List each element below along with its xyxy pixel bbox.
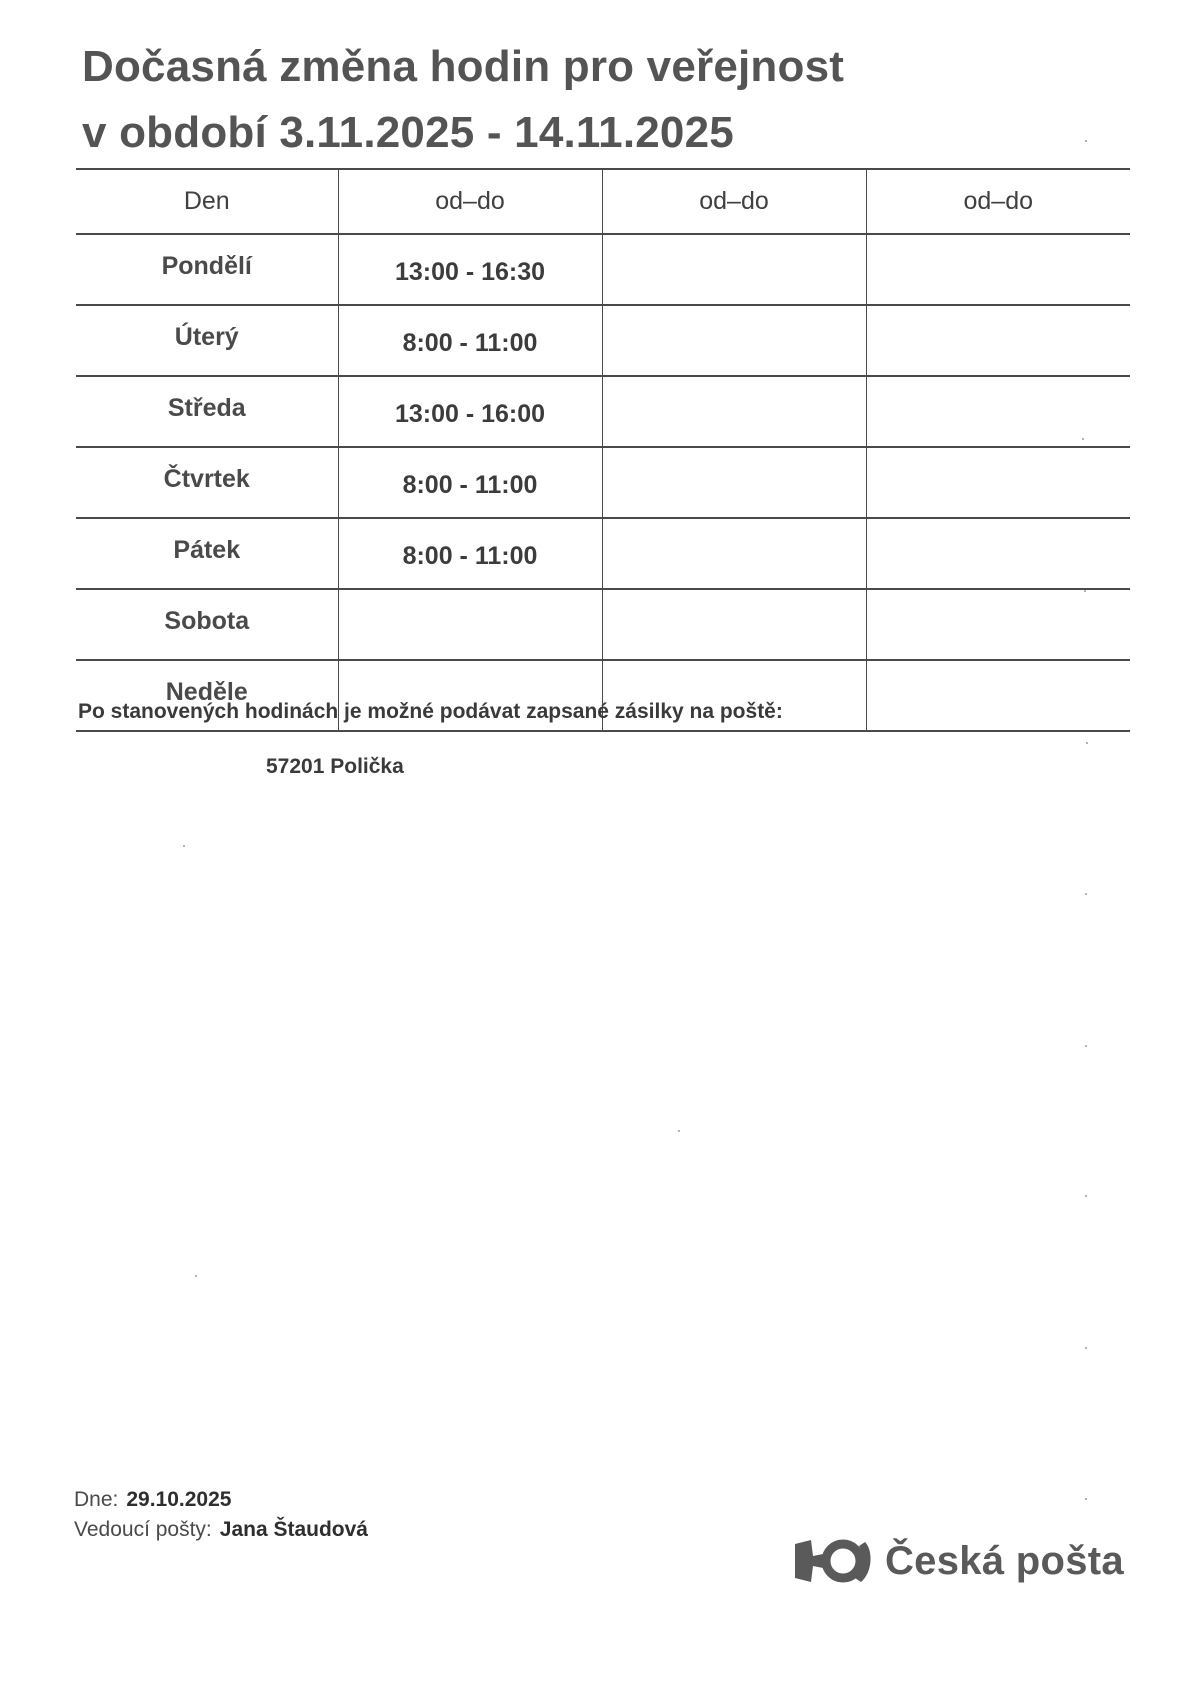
scan-speck: [1082, 438, 1084, 440]
table-row: [76, 447, 1130, 518]
time-cell: [866, 518, 1130, 589]
day-cell: Pátek: [76, 518, 338, 589]
day-cell: Úterý: [76, 305, 338, 376]
date-value: 29.10.2025: [126, 1488, 232, 1511]
time-cell: [602, 234, 866, 305]
time-cell: [866, 305, 1130, 376]
time-cell: [866, 234, 1130, 305]
title-line-1: Dočasná změna hodin pro veřejnost: [82, 42, 845, 91]
time-cell: 8:00 - 11:00: [338, 518, 602, 589]
time-cell: [866, 589, 1130, 660]
table-row: [76, 234, 1130, 305]
scan-speck: [1086, 742, 1088, 744]
day-cell: Pondělí: [76, 234, 338, 305]
header-slot-1: od–do: [338, 169, 602, 234]
manager-value: Jana Štaudová: [219, 1518, 368, 1541]
scan-speck: [1085, 1045, 1087, 1047]
time-cell: 8:00 - 11:00: [338, 447, 602, 518]
scan-speck: [1084, 590, 1086, 592]
time-cell: [338, 589, 602, 660]
day-cell: Neděle: [76, 660, 338, 731]
scan-speck: [678, 1130, 680, 1132]
time-cell: [866, 376, 1130, 447]
table-row: [76, 589, 1130, 660]
table-header-row: [76, 169, 1130, 234]
manager-label: Vedoucí pošty:: [74, 1518, 212, 1541]
scan-speck: [1085, 1347, 1087, 1349]
header-day: Den: [76, 169, 338, 234]
time-cell: 8:00 - 11:00: [338, 305, 602, 376]
title-line-2: v období 3.11.2025 - 14.11.2025: [82, 108, 734, 157]
header-slot-2: od–do: [602, 169, 866, 234]
page-title: [82, 34, 844, 166]
scan-speck: [1085, 1498, 1087, 1500]
issue-date: [74, 1488, 231, 1512]
time-cell: [602, 589, 866, 660]
table-row: [76, 518, 1130, 589]
time-cell: [866, 660, 1130, 731]
day-cell: Sobota: [76, 589, 338, 660]
scan-speck: [1085, 1195, 1087, 1197]
table-row: [76, 376, 1130, 447]
scan-speck: [1085, 893, 1087, 895]
time-cell: [866, 447, 1130, 518]
post-horn-icon: [793, 1536, 875, 1586]
time-cell: [602, 305, 866, 376]
scan-speck: [183, 845, 185, 847]
time-cell: [602, 376, 866, 447]
time-cell: [602, 447, 866, 518]
scan-speck: [1085, 140, 1087, 142]
scan-speck: [195, 1275, 197, 1277]
manager-signature: [74, 1518, 368, 1542]
date-label: Dne:: [74, 1488, 119, 1511]
day-cell: Čtvrtek: [76, 447, 338, 518]
time-cell: 13:00 - 16:00: [338, 376, 602, 447]
post-office-name: 57201 Polička: [266, 755, 404, 778]
logo-text: Česká pošta: [885, 1538, 1124, 1583]
ceska-posta-logo: [793, 1535, 1124, 1587]
header-slot-3: od–do: [866, 169, 1130, 234]
opening-hours-table: [76, 168, 1130, 732]
table-row: [76, 305, 1130, 376]
time-cell: 13:00 - 16:30: [338, 234, 602, 305]
day-cell: Středa: [76, 376, 338, 447]
notice-text: Po stanovených hodinách je možné podávat zapsané zásilky na poště:: [78, 700, 783, 723]
time-cell: [602, 518, 866, 589]
